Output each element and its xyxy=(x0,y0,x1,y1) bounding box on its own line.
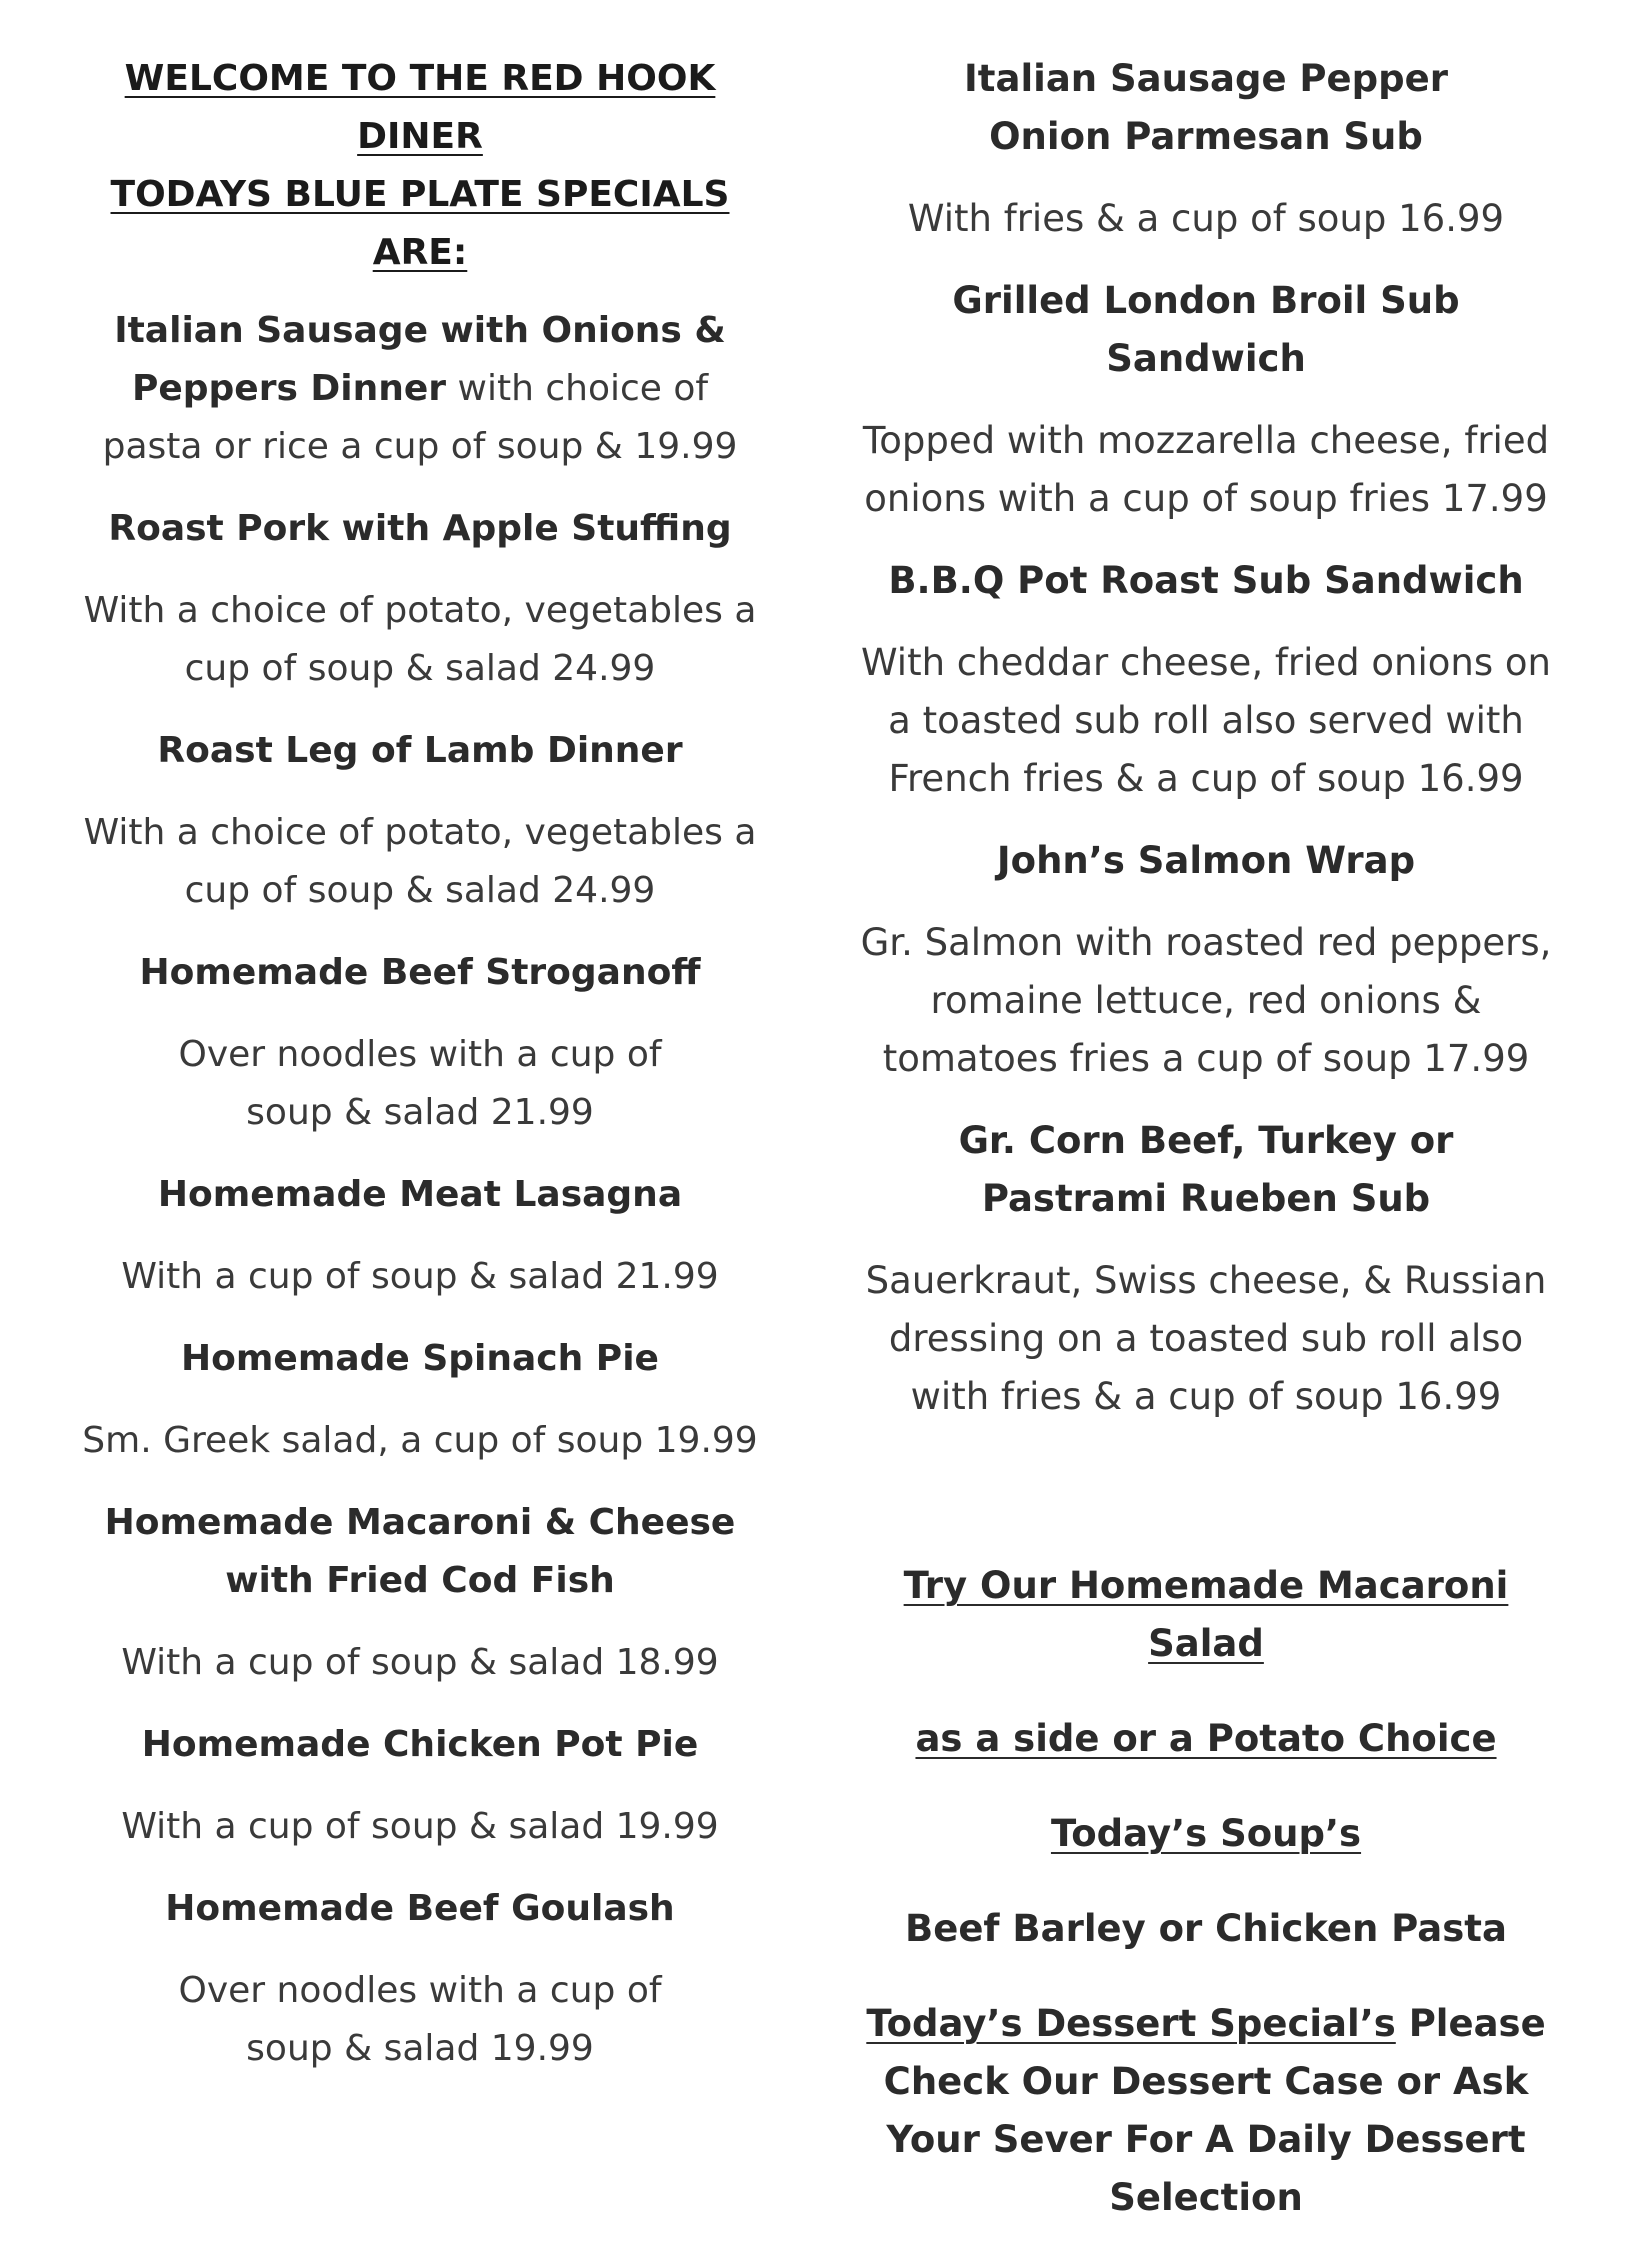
soups-list: Beef Barley or Chicken Pasta xyxy=(905,1907,1507,1950)
item-name: B.B.Q Pot Roast Sub Sandwich xyxy=(888,559,1524,602)
menu-item xyxy=(82,944,758,1142)
item-name: John’s Salmon Wrap xyxy=(996,839,1416,882)
menu-header xyxy=(82,50,758,282)
menu-item xyxy=(858,832,1554,1088)
item-name: Roast Leg of Lamb Dinner xyxy=(157,730,683,771)
item-desc: With cheddar cheese, fried onions on a toasted sub roll also served with French fries & a cup of soup 16.99 xyxy=(861,641,1551,800)
item-name: Homemade Spinach Pie xyxy=(181,1338,659,1379)
item-name: Roast Pork with Apple Stuffing xyxy=(108,508,732,549)
macaroni-note-line2: as a side or a Potato Choice xyxy=(915,1717,1497,1760)
item-desc: Sm. Greek salad, a cup of soup 19.99 xyxy=(82,1420,758,1461)
menu-item xyxy=(82,1880,758,2078)
menu-item xyxy=(82,1330,758,1470)
item-desc: With a choice of potato, vegetables a cup of soup & salad 24.99 xyxy=(83,812,757,911)
dessert-title: Today’s Dessert Special’s xyxy=(866,2002,1396,2045)
menu-item xyxy=(82,500,758,698)
dessert-note xyxy=(858,1995,1554,2227)
menu-item xyxy=(858,552,1554,808)
left-column xyxy=(82,50,758,2102)
item-desc: With a cup of soup & salad 18.99 xyxy=(121,1642,719,1683)
item-desc: With a cup of soup & salad 21.99 xyxy=(121,1256,719,1297)
right-column xyxy=(858,50,1554,2264)
item-name: Homemade Macaroni & Cheese with Fried Cod Fish xyxy=(104,1502,736,1601)
item-desc: With a choice of potato, vegetables a cup of soup & salad 24.99 xyxy=(83,590,757,689)
macaroni-note xyxy=(858,1557,1554,1768)
menu-item xyxy=(82,302,758,476)
dessert-section xyxy=(858,1995,1554,2227)
item-desc: Sauerkraut, Swiss cheese, & Russian dressing on a toasted sub roll also with fries & a cup of soup 16.99 xyxy=(865,1259,1547,1418)
item-desc: Topped with mozzarella cheese, fried onions with a cup of soup fries 17.99 xyxy=(862,419,1550,520)
menu-item xyxy=(858,1112,1554,1426)
soups-title: Today’s Soup’s xyxy=(1050,1812,1362,1855)
item-desc: Over noodles with a cup of soup & salad 19.99 xyxy=(178,1970,662,2069)
spacer xyxy=(858,1450,1554,1520)
menu-item xyxy=(82,1716,758,1856)
item-name: Homemade Beef Goulash xyxy=(165,1888,675,1929)
item-desc: with choice of pasta or rice a cup of soup & 19.99 xyxy=(102,368,738,467)
item-desc: With a cup of soup & salad 19.99 xyxy=(121,1806,719,1847)
menu-item xyxy=(858,272,1554,528)
header-specials: TODAYS BLUE PLATE SPECIALS ARE: xyxy=(110,174,730,273)
item-name: Grilled London Broil Sub Sandwich xyxy=(952,279,1460,380)
item-name: Homemade Chicken Pot Pie xyxy=(141,1724,699,1765)
menu-item xyxy=(858,50,1554,248)
item-desc: Over noodles with a cup of soup & salad 21.99 xyxy=(178,1034,662,1133)
menu-item xyxy=(82,1494,758,1692)
item-desc: Gr. Salmon with roasted red peppers, romaine lettuce, red onions & tomatoes fries a cup of soup 17.99 xyxy=(860,921,1552,1080)
item-desc: With fries & a cup of soup 16.99 xyxy=(907,197,1505,240)
item-name: Homemade Beef Stroganoff xyxy=(139,952,701,993)
item-name: Homemade Meat Lasagna xyxy=(157,1174,683,1215)
item-name: Italian Sausage Pepper Onion Parmesan Sub xyxy=(964,57,1448,158)
item-name: Italian Sausage with Onions & Peppers Dinner xyxy=(114,310,726,409)
item-name: Gr. Corn Beef, Turkey or Pastrami Rueben Sub xyxy=(958,1119,1454,1220)
menu-item xyxy=(82,1166,758,1306)
item-combined xyxy=(82,302,758,476)
menu-item xyxy=(82,722,758,920)
dessert-text: Please Check Our Dessert Case or Ask Your Sever For A Daily Dessert Selection xyxy=(883,2002,1546,2219)
macaroni-note-line1: Try Our Homemade Macaroni Salad xyxy=(903,1564,1509,1665)
soups-section xyxy=(858,1805,1554,1958)
header-welcome: WELCOME TO THE RED HOOK DINER xyxy=(124,58,716,157)
